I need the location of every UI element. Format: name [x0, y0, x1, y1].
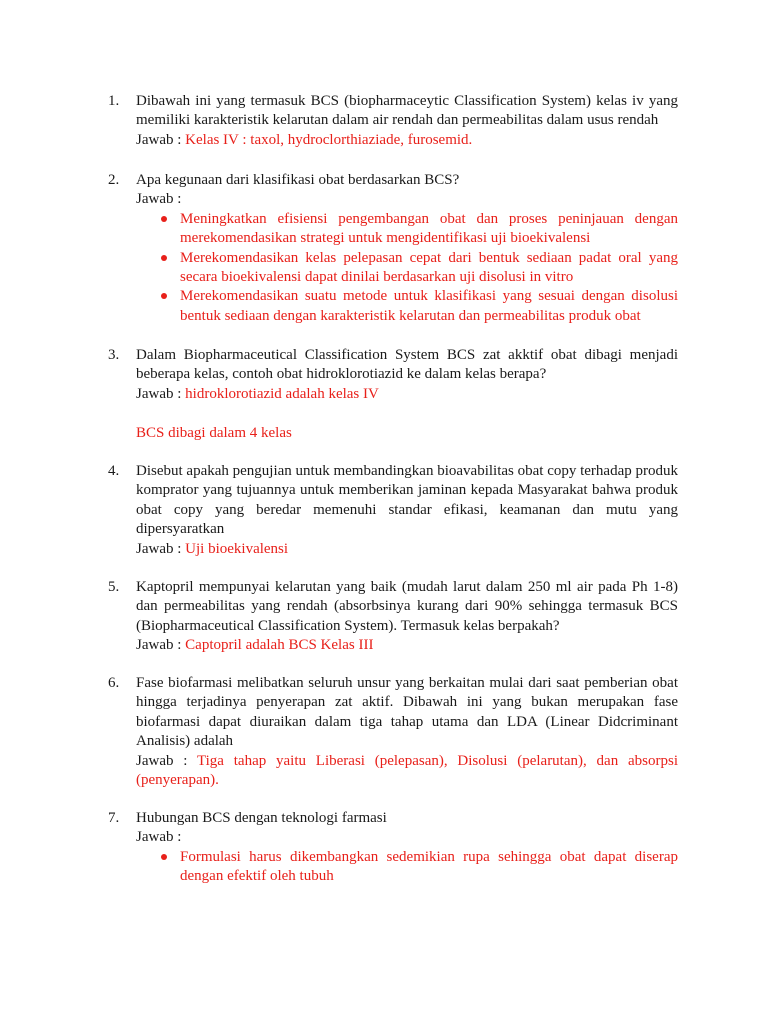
question-number: 3. — [108, 347, 120, 363]
question-5 — [108, 578, 678, 656]
question-number: 5. — [108, 579, 120, 595]
question-text: Fase biofarmasi melibatkan seluruh unsur yang berkaitan mulai dari saat pemberian obat hingga terjadinya penyerapan zat aktif. Dibawah ini yang bukan merupakan fase biofarmasi dapat diuraikan dalam tiga tahap utama dan LDA (Linear Didcriminant Analisis) adalah — [136, 675, 678, 750]
answer-bullet: Meningkatkan efisiensi pengembangan obat dan proses peninjauan dengan merekomendasikan strategi untuk mengidentifikasi uji bioekivalensi — [136, 210, 678, 249]
answer-label: Jawab : — [136, 752, 197, 769]
question-3 — [108, 346, 678, 404]
answer-bullet-list — [136, 210, 678, 326]
answer-line — [136, 752, 678, 791]
answer-bullet-list — [136, 848, 678, 887]
answer-bullet: Merekomendasikan suatu metode untuk klasifikasi yang sesuai dengan disolusi bentuk sediaan dengan karakteristik kelarutan dan permeabilitas produk obat — [136, 287, 678, 326]
question-2 — [108, 171, 678, 326]
question-number: 6. — [108, 675, 120, 691]
answer-label: Jawab : — [136, 191, 182, 208]
answer-text: Tiga tahap yaitu Liberasi (pelepasan), Disolusi (pelarutan), dan absorpsi (penyerapan). — [136, 752, 678, 789]
answer-label: Jawab : — [136, 637, 186, 654]
answer-label: Jawab : — [136, 829, 182, 846]
question-text: Dibawah ini yang termasuk BCS (biopharmaceytic Classification System) kelas iv yang memiliki karakteristik kelarutan dalam air rendah dan permeabilitas dalam usus rendah — [136, 93, 678, 129]
question-text: Kaptopril mempunyai kelarutan yang baik (mudah larut dalam 250 ml air pada Ph 1-8) dan permeabilitas yang rendah (absorbsinya kurang dari 90% sehingga termasuk BCS (Biopharmaceutical Classification System). Termasuk kelas berpakah? — [136, 579, 678, 634]
answer-text: hidroklorotiazid adalah kelas IV — [185, 385, 379, 402]
question-text: Apa kegunaan dari klasifikasi obat berdasarkan BCS? — [136, 172, 460, 188]
question-4 — [108, 462, 678, 559]
question-6 — [108, 674, 678, 790]
answer-line — [136, 540, 678, 559]
question-number: 2. — [108, 172, 120, 188]
question-text: Dalam Biopharmaceutical Classification System BCS zat akktif obat dibagi menjadi beberapa kelas, contoh obat hidroklorotiazid ke dalam kelas berapa? — [136, 347, 678, 383]
answer-bullet: Formulasi harus dikembangkan sedemikian rupa sehingga obat dapat diserap dengan efektif oleh tubuh — [136, 848, 678, 887]
question-number: 4. — [108, 463, 120, 479]
question-7 — [108, 809, 678, 887]
answer-text: Uji bioekivalensi — [185, 540, 289, 557]
answer-label: Jawab : — [136, 131, 186, 148]
answer-label: Jawab : — [136, 540, 186, 557]
answer-text: Captopril adalah BCS Kelas III — [185, 637, 374, 654]
answer-line — [136, 131, 678, 150]
answer-line — [136, 385, 678, 404]
answer-text: Kelas IV : taxol, hydroclorthiaziade, furosemid. — [185, 131, 473, 148]
question-1 — [108, 92, 678, 150]
question-text: Hubungan BCS dengan teknologi farmasi — [136, 810, 387, 826]
question-number: 1. — [108, 93, 120, 109]
answer-note: BCS dibagi dalam 4 kelas — [136, 425, 292, 441]
answer-label: Jawab : — [136, 385, 186, 402]
answer-bullet: Merekomendasikan kelas pelepasan cepat dari bentuk sediaan padat oral yang secara bioekivalensi dapat dinilai berdasarkan uji disolusi in vitro — [136, 249, 678, 288]
question-number: 7. — [108, 810, 120, 826]
answer-line — [136, 636, 678, 655]
question-text: Disebut apakah pengujian untuk membandingkan bioavabilitas obat copy terhadap produk komprator yang tujuannya untuk memberikan jaminan kepada Masyarakat bahwa produk obat copy yang beredar memenuhi standar efikasi, keamanan dan mutu yang dipersyaratkan — [136, 463, 678, 538]
